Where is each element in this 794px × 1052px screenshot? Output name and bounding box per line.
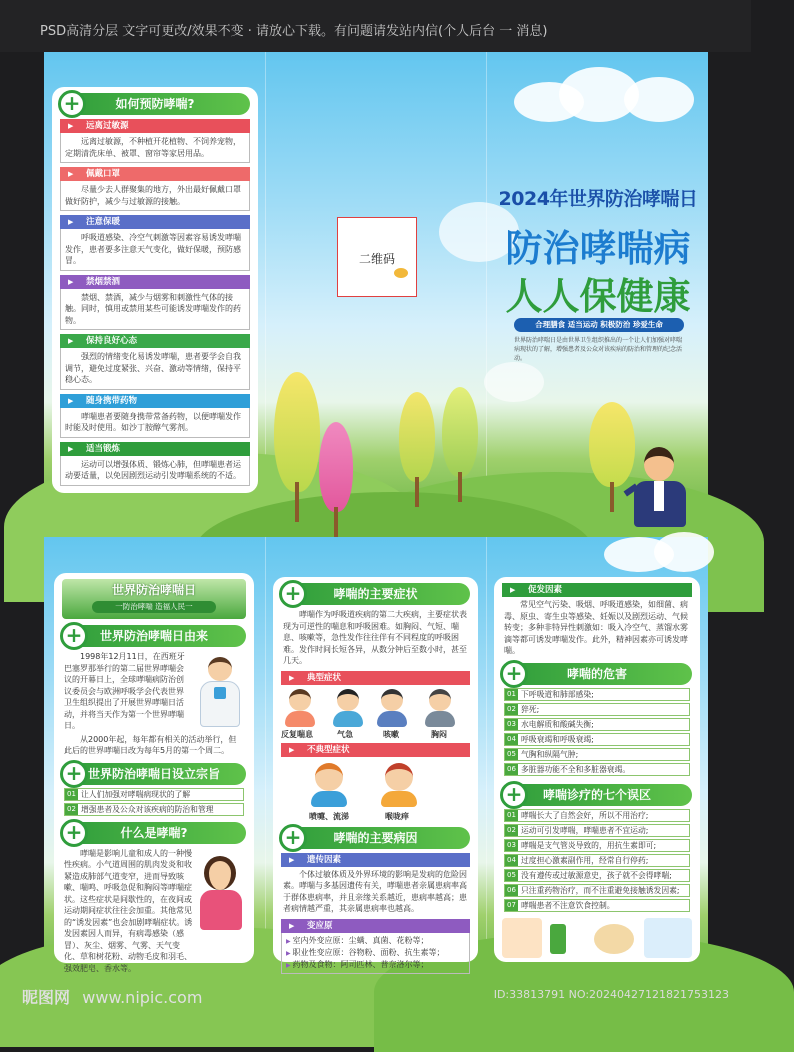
list-number: 06 — [505, 885, 518, 896]
plus-icon: + — [500, 781, 528, 809]
list-number: 03 — [505, 719, 518, 730]
purpose-item-text: 增强患者及公众对该疾病的防治和管理 — [81, 804, 214, 814]
list-number: 04 — [505, 855, 518, 866]
list-number: 01 — [65, 789, 78, 800]
harm-item-text: 猝死; — [521, 704, 540, 714]
plus-icon: + — [500, 660, 528, 688]
allergen-item: ▶ 室内外变应原：尘螨、真菌、花粉等； — [286, 935, 429, 945]
myth-item-text: 哮喘患者不注意饮食控制。 — [521, 900, 615, 910]
fold-line — [265, 537, 266, 977]
prevention-heading: + 如何预防哮喘? — [60, 93, 250, 115]
day-banner-title: 世界防治哮喘日 — [111, 583, 196, 597]
symptoms-heading: + 哮喘的主要症状 — [281, 583, 470, 605]
bullet-icon: ▶ — [286, 949, 293, 957]
brochure-outside — [44, 52, 708, 525]
watermark-brand: 昵图网 — [22, 988, 71, 1007]
atypical-symptom-label: 喉咙痒 — [385, 811, 409, 821]
harm-item-text: 多脏器功能不全和多脏器衰竭。 — [521, 764, 631, 774]
symptoms-text: 哮喘作为呼吸道疾病的第二大疾病，主要症状表现为可逆性的喘息和呼吸困难。如胸闷、气短、喘息、咳嗽等，急性发作往往伴有不同程度的呼吸困难。发作时间长短各异，从数分钟后至数小时，甚至几天。 — [283, 610, 467, 665]
patient-illustration — [502, 918, 542, 958]
image-id: ID:33813791 NO:20240427121821753123 — [493, 988, 729, 1001]
causes-heading: + 哮喘的主要病因 — [281, 827, 470, 849]
list-number: 05 — [505, 749, 518, 760]
family-illustration — [644, 918, 692, 958]
symptoms-card — [273, 577, 478, 969]
cloud — [484, 362, 544, 402]
shortness-breath-figure — [337, 689, 359, 711]
harm-item-text: 呼吸衰竭和呼吸衰竭; — [521, 734, 594, 744]
typical-symptom-label: 咳嗽 — [383, 729, 399, 739]
typical-symptom-label: 胸闷 — [431, 729, 447, 739]
prevention-item-title: ▶ 远离过敏源 — [60, 119, 250, 133]
harms-heading: + 哮喘的危害 — [502, 663, 692, 685]
origin-heading: + 世界防治哮喘日由来 — [62, 625, 246, 647]
purpose-item — [64, 803, 244, 816]
bullet-icon: ▶ — [286, 937, 293, 945]
myth-item — [504, 839, 690, 852]
list-number: 04 — [505, 734, 518, 745]
bottom-illustrations — [502, 918, 692, 962]
harm-item — [504, 718, 690, 731]
brochure-inside — [44, 537, 708, 977]
sneeze-figure — [315, 763, 343, 791]
day-banner — [62, 579, 246, 619]
cover-slogan: 合理膳食 适当运动 积极防治 珍爱生命 — [514, 318, 684, 332]
prevention-item-title: ▶ 适当锻炼 — [60, 442, 250, 456]
plus-icon: + — [58, 90, 86, 118]
typical-symptoms-illustrations — [281, 685, 470, 741]
itchy-throat-figure — [385, 763, 413, 791]
myth-item — [504, 854, 690, 867]
watermark-url: www.nipic.com — [82, 988, 203, 1007]
top-notice: PSD高清分层 文字可更改/效果不变 · 请放心下载。有问题请发站内信(个人后台 一 消息) — [0, 0, 751, 52]
what-is-text: 哮喘是影响儿童和成人的一种慢性疾病。小气道周围的肌肉发炎和收紧造成肺部气道变窄，进而导致咳嗽、喘鸣、呼吸急促和胸闷等哮喘症状。这些症状是间歇性的，在夜间或运动期间症状往往会加重。其他常见的“诱发因素”也会加剧哮喘症状。诱发因素因人而异，有病毒感染（感冒）、灰尘、烟雾、气雾、天气变化、草和树花粉、动物毛皮和羽毛、强效肥皂、香水等。 — [64, 848, 193, 973]
harm-item — [504, 688, 690, 701]
purpose-heading: + 世界防治哮喘日设立宗旨 — [62, 763, 246, 785]
prevention-item-title: ▶ 佩戴口罩 — [60, 167, 250, 181]
list-number: 02 — [505, 825, 518, 836]
list-number: 01 — [505, 689, 518, 700]
purpose-item — [64, 788, 244, 801]
harm-item — [504, 763, 690, 776]
myth-item — [504, 824, 690, 837]
harm-item-text: 气胸和纵隔气肿; — [521, 749, 579, 759]
qr-label: 二维码 — [358, 252, 395, 266]
harm-item-text: 下呼吸道和肺部感染; — [521, 689, 594, 699]
prevention-card — [52, 87, 258, 493]
list-number: 03 — [505, 840, 518, 851]
list-number: 02 — [505, 704, 518, 715]
prevention-item-title: ▶ 禁烟禁酒 — [60, 275, 250, 289]
prevention-item-title: ▶ 随身携带药物 — [60, 394, 250, 408]
prevention-item-text: 尽量少去人群聚集的地方，外出最好佩戴口罩做好防护，减少与过敏源的接触。 — [60, 181, 250, 211]
cough-figure — [381, 689, 403, 711]
prevention-item-text: 运动可以增强体质、锻炼心肺，但哮喘患者运动要适量，以免因剧烈运动引发哮喘系统的不适。 — [60, 456, 250, 486]
harm-item — [504, 733, 690, 746]
prevention-item-text: 强烈的情绪变化易诱发哮喘，患者要学会自我调节，避免过度紧张、兴奋、激动等情绪，保持平稳心态。 — [60, 348, 250, 390]
prevention-item-text: 呼吸道感染、冷空气刺激等因素容易诱发哮喘发作，患者要多注意天气变化，做好保暖，预防感冒。 — [60, 229, 250, 271]
list-number: 01 — [505, 810, 518, 821]
myths-heading: + 哮喘诊疗的七个误区 — [502, 784, 692, 806]
harm-item — [504, 748, 690, 761]
typical-symptom-label: 气急 — [337, 729, 353, 739]
fold-line — [486, 537, 487, 977]
list-number: 07 — [505, 900, 518, 911]
myth-item-text: 哮喘是支气管炎导致的，用抗生素即可; — [521, 840, 657, 850]
cover-title-line1: 防治哮喘病 — [505, 227, 691, 270]
prevention-item-title: ▶ 保持良好心态 — [60, 334, 250, 348]
purpose-item-text: 让人们加强对哮喘病现状的了解 — [81, 789, 191, 799]
allergen-item: ▶ 药物及食物：阿司匹林、普奈洛尔等； — [286, 959, 429, 969]
myth-item-text: 没有遵传或过敏源意史，孩子就不会得哮喘; — [521, 870, 672, 880]
prevention-item-text: 禁烟、禁酒，减少与烟雾和刺激性气体的接触。同时，慎用或禁用某些可能诱发哮喘发作的药物。 — [60, 289, 250, 331]
typical-symptoms-label: ▶ 典型症状 — [281, 671, 470, 685]
cover-intro: 世界防治哮喘日是由世界卫生组织推出的一个让人们加强对哮喘病现状的了解，增强患者及公众对该疾病的防治和管理的纪念活动。 — [514, 337, 683, 362]
plus-icon: + — [60, 622, 88, 650]
list-number: 02 — [65, 804, 78, 815]
myth-item — [504, 869, 690, 882]
plus-icon: + — [60, 819, 88, 847]
triggers-text: 常见空气污染、吸烟、呼吸道感染，如细菌、病毒、原虫、寄生虫等感染、妊娠以及剧烈运动、气候转变；多种非特异性刺激如：吸入冷空气、蒸馏水雾滴等都可诱发哮喘发作。此外，精神因素亦可诱发哮喘。 — [504, 600, 688, 655]
origin-paragraph-1: 1998年12月11日，在西班牙巴塞罗那举行的第二届世界哮喘会议的开幕日上，全球哮喘病防治创议委员会与欧洲呼吸学会代表世界卫生组织提出了开展世界哮喘日活动，并将当天作为第一个世界哮喘日。 — [64, 652, 185, 730]
atypical-symptoms-illustrations — [281, 757, 470, 823]
day-banner-subtitle: 一防治哮喘 造福人民一 — [92, 601, 216, 613]
medicine-bottle-illustration — [550, 924, 566, 954]
plus-icon: + — [60, 760, 88, 788]
watermark — [22, 985, 202, 1008]
triggers-label: ▶ 促发因素 — [502, 583, 692, 597]
atypical-symptom-label: 喷嚏、流涕 — [309, 811, 349, 821]
origin-paragraph-2: 从2000年起，每年都有相关的活动举行，但此后的世界哮喘日改为每年5月的第一个周二。 — [64, 734, 237, 755]
myth-item-text: 只注重药物治疗，而不注重避免接触诱发因素; — [521, 885, 680, 895]
harms-card — [494, 577, 700, 962]
myth-item-text: 运动可引发哮喘，哮喘患者不宜运动; — [521, 825, 649, 835]
typical-symptom-label: 反复喘息 — [281, 729, 313, 739]
harm-item — [504, 703, 690, 716]
wheeze-figure — [289, 689, 311, 711]
atypical-symptoms-label: ▶ 不典型症状 — [281, 743, 470, 757]
plus-icon: + — [279, 824, 307, 852]
fold-line — [486, 52, 487, 525]
qr-code-placeholder — [337, 217, 417, 297]
myth-item — [504, 884, 690, 897]
myth-item-text: 过度担心激素副作用，经常自行停药; — [521, 855, 649, 865]
allergens-label: ▶ 变应原 — [281, 919, 470, 933]
prevention-item-title: ▶ 注意保暖 — [60, 215, 250, 229]
allergen-item: ▶ 职业性变应原：谷物粉、面粉、抗生素等； — [286, 947, 445, 957]
prevention-item-text: 哮喘患者要随身携带常备药物，以便哮喘发作时能及时使用。如沙丁胺醇气雾剂。 — [60, 408, 250, 438]
cloud — [654, 532, 714, 572]
plus-icon: + — [279, 580, 307, 608]
cloud — [624, 77, 694, 122]
genetic-factors-text: 个体过敏体质及外界环境的影响是发病的危险因素。哮喘与多基因遗传有关，哮喘患者亲属患病率高于群体患病率，并且亲缘关系越近，患病率越高；患者病情越严重，其亲属患病率也越高。 — [283, 869, 467, 913]
cover-title-line2: 人人保健康 — [505, 275, 691, 318]
intro-card — [54, 573, 254, 973]
food-plate-illustration — [594, 924, 634, 954]
bullet-icon: ▶ — [286, 961, 293, 969]
list-number: 05 — [505, 870, 518, 881]
butterfly-icon — [394, 268, 408, 278]
chest-tightness-figure — [429, 689, 451, 711]
myth-item-text: 哮喘长大了自然会好，所以不用治疗; — [521, 810, 649, 820]
myth-item — [504, 809, 690, 822]
cover-year-title: 2024年世界防治哮喘日 — [498, 188, 698, 210]
list-number: 06 — [505, 764, 518, 775]
genetic-factors-label: ▶ 遗传因素 — [281, 853, 470, 867]
prevention-item-text: 远离过敏源，不种植开花植物、不饲养宠物，定期清洗床单、被罩、窗帘等家居用品。 — [60, 133, 250, 163]
harm-item-text: 水电解质和酸碱失衡; — [521, 719, 594, 729]
myth-item — [504, 899, 690, 912]
what-is-heading: + 什么是哮喘? — [62, 822, 246, 844]
